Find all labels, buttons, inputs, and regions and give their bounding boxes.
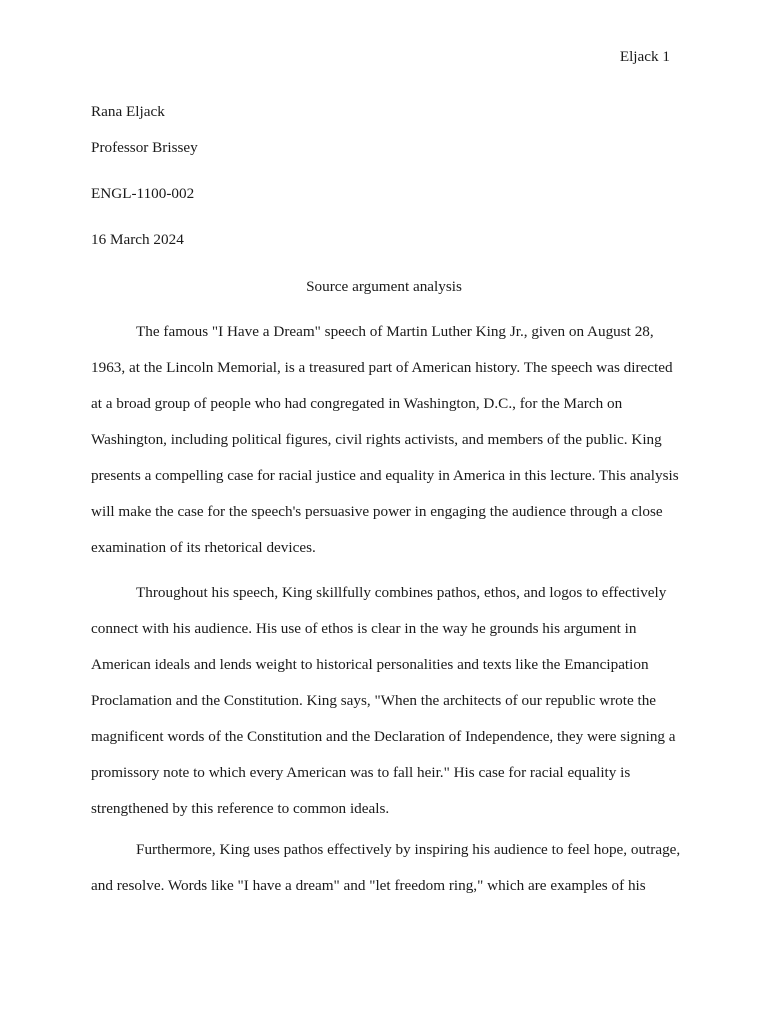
paragraph-1-line: presents a compelling case for racial justice and equality in America in this lecture. This analysis bbox=[91, 467, 679, 484]
paragraph-3-line: Furthermore, King uses pathos effectively by inspiring his audience to feel hope, outrage, bbox=[136, 841, 681, 858]
paragraph-3-line: and resolve. Words like "I have a dream" and "let freedom ring," which are examples of his bbox=[91, 877, 646, 894]
paragraph-2-line: Proclamation and the Constitution. King says, "When the architects of our republic wrote the bbox=[91, 692, 657, 709]
paragraph-2-line: promissory note to which every American was to fall heir." His case for racial equality is bbox=[91, 764, 631, 781]
date: 16 March 2024 bbox=[91, 231, 184, 248]
student-name: Rana Eljack bbox=[91, 103, 165, 120]
paragraph-1-line: examination of its rhetorical devices. bbox=[91, 539, 316, 556]
paragraph-1-line: will make the case for the speech's persuasive power in engaging the audience through a close bbox=[91, 503, 663, 520]
professor-name: Professor Brissey bbox=[91, 139, 198, 156]
course-code: ENGL-1100-002 bbox=[91, 185, 195, 202]
paragraph-1-line: The famous "I Have a Dream" speech of Martin Luther King Jr., given on August 28, bbox=[136, 323, 654, 340]
paragraph-1-line: at a broad group of people who had congregated in Washington, D.C., for the March on bbox=[91, 395, 623, 412]
essay-title: Source argument analysis bbox=[306, 278, 462, 295]
paragraph-2-line: magnificent words of the Constitution and the Declaration of Independence, they were signing a bbox=[91, 728, 676, 745]
paragraph-2-line: strengthened by this reference to common ideals. bbox=[91, 800, 390, 817]
page-header: Eljack 1 bbox=[619, 48, 670, 65]
paragraph-2-line: connect with his audience. His use of ethos is clear in the way he grounds his argument in bbox=[91, 620, 637, 637]
paragraph-1-line: 1963, at the Lincoln Memorial, is a treasured part of American history. The speech was directed bbox=[91, 359, 673, 376]
paragraph-2-line: American ideals and lends weight to historical personalities and texts like the Emancipation bbox=[91, 656, 649, 673]
paragraph-2-line: Throughout his speech, King skillfully combines pathos, ethos, and logos to effectively bbox=[136, 584, 667, 601]
paragraph-1-line: Washington, including political figures, civil rights activists, and members of the public. King bbox=[91, 431, 662, 448]
